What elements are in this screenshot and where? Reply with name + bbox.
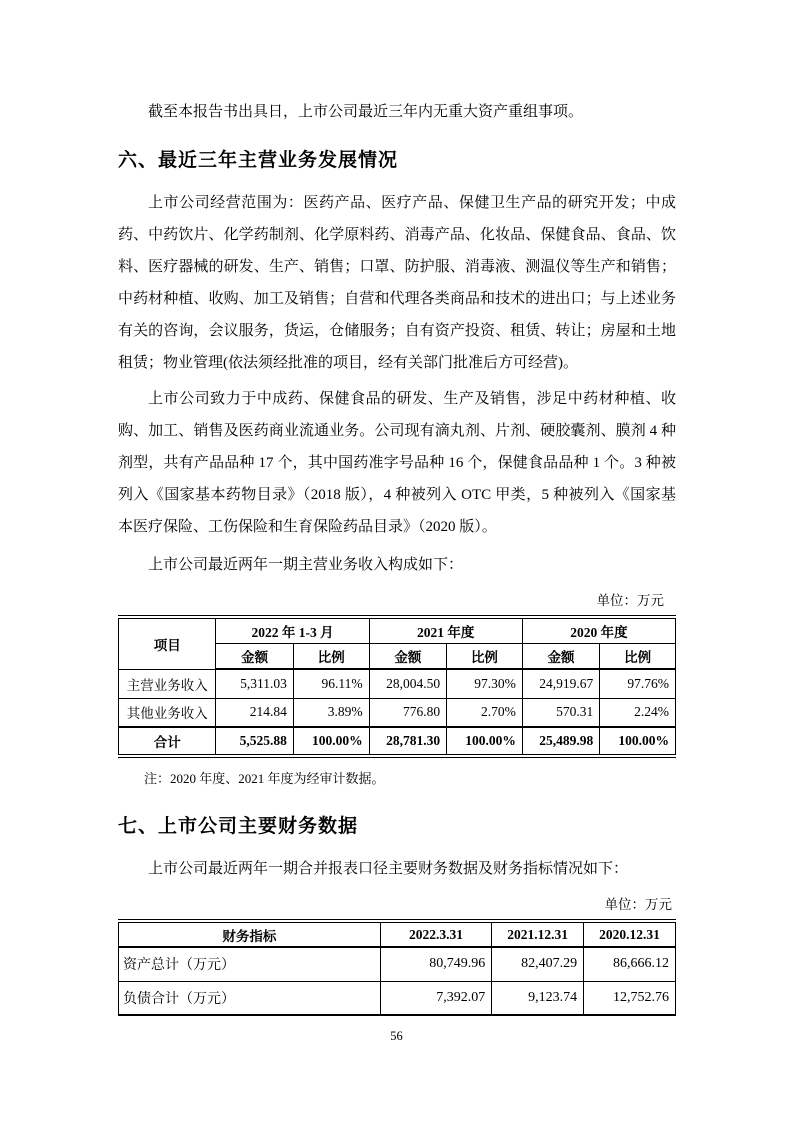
table-row <box>119 947 676 981</box>
cell-value: 12,752.76 <box>584 981 676 1015</box>
table-row <box>119 669 676 698</box>
cell-value: 80,749.96 <box>380 947 491 981</box>
section7-paragraph-1: 上市公司最近两年一期合并报表口径主要财务数据及财务指标情况如下： <box>148 861 629 877</box>
cell-value: 570.31 <box>522 698 599 727</box>
row-label: 资产总计（万元） <box>119 947 381 981</box>
section6-paragraph-3: 上市公司最近两年一期主营业务收入构成如下： <box>148 557 464 573</box>
column-header-date-2020: 2020.12.31 <box>584 921 676 947</box>
row-label: 负债合计（万元） <box>119 981 381 1015</box>
section6-heading: 六、最近三年主营业务发展情况 <box>118 150 399 171</box>
cell-value: 86,666.12 <box>584 947 676 981</box>
section6-paragraph-2: 上市公司致力于中成药、保健食品的研发、生产及销售，涉足中药材种植、收购、加工、销售及医药商业流通业务。公司现有滴丸剂、片剂、硬胶囊剂、膜剂 4 种剂型，共有产品品种 17 个，其中国药准字号品种 16 个，保健食品品种 1 个。3 种被列入《国家基本药物目录》（2018 版），4 种被列入 OTC 甲类，5 种被列入《国家基本医疗保险、工伤保险和生育保险药品目录》（2020 版）。 <box>118 391 676 535</box>
column-header-indicator: 财务指标 <box>119 921 381 947</box>
cell-value: 5,311.03 <box>216 669 293 698</box>
column-header-2022: 2022 年 1-3 月 <box>216 617 369 643</box>
cell-value: 97.76% <box>600 669 676 698</box>
table-header-row-periods <box>119 617 676 643</box>
subheader-ratio: 比例 <box>600 643 676 669</box>
row-label: 合计 <box>119 727 216 756</box>
row-label: 主营业务收入 <box>119 669 216 698</box>
cell-value: 24,919.67 <box>522 669 599 698</box>
column-header-item: 项目 <box>119 617 216 669</box>
cell-value: 9,123.74 <box>492 981 584 1015</box>
cell-value: 100.00% <box>600 727 676 756</box>
subheader-amount: 金额 <box>216 643 293 669</box>
cell-value: 97.30% <box>447 669 523 698</box>
cell-value: 100.00% <box>293 727 369 756</box>
table-row <box>119 981 676 1015</box>
unit-label-table2: 单位：万元 <box>604 897 672 912</box>
cell-value: 96.11% <box>293 669 369 698</box>
column-header-2021: 2021 年度 <box>369 617 522 643</box>
subheader-amount: 金额 <box>522 643 599 669</box>
row-label: 其他业务收入 <box>119 698 216 727</box>
unit-label-table1: 单位：万元 <box>596 593 664 608</box>
cell-value: 100.00% <box>447 727 523 756</box>
cell-value: 28,781.30 <box>369 727 446 756</box>
table-row <box>119 698 676 727</box>
column-header-2020: 2020 年度 <box>522 617 675 643</box>
cell-value: 776.80 <box>369 698 446 727</box>
cell-value: 2.24% <box>600 698 676 727</box>
revenue-composition-table <box>118 615 676 758</box>
column-header-date-2021: 2021.12.31 <box>492 921 584 947</box>
table-row-total <box>119 727 676 756</box>
subheader-ratio: 比例 <box>293 643 369 669</box>
subheader-amount: 金额 <box>369 643 446 669</box>
cell-value: 2.70% <box>447 698 523 727</box>
section6-paragraph-1: 上市公司经营范围为：医药产品、医疗产品、保健卫生产品的研究开发；中成药、中药饮片、化学药制剂、化学原料药、消毒产品、化妆品、保健食品、食品、饮料、医疗器械的研发、生产、销售；口罩、防护服、消毒液、测温仪等生产和销售；中药材种植、收购、加工及销售；自营和代理各类商品和技术的进出口；与上述业务有关的咨询，会议服务，货运，仓储服务；自有资产投资、租赁、转让；房屋和土地租赁；物业管理(依法须经批准的项目，经有关部门批准后方可经营)。 <box>118 195 676 371</box>
financial-data-table <box>118 919 676 1016</box>
cell-value: 25,489.98 <box>522 727 599 756</box>
cell-value: 28,004.50 <box>369 669 446 698</box>
intro-paragraph: 截至本报告书出具日，上市公司最近三年内无重大资产重组事项。 <box>148 104 584 120</box>
section7-heading: 七、上市公司主要财务数据 <box>118 816 359 837</box>
cell-value: 3.89% <box>293 698 369 727</box>
table-footnote: 注：2020 年度、2021 年度为经审计数据。 <box>144 771 385 786</box>
subheader-ratio: 比例 <box>447 643 523 669</box>
cell-value: 7,392.07 <box>380 981 491 1015</box>
page-number: 56 <box>390 1029 403 1043</box>
table-header-row <box>119 921 676 947</box>
cell-value: 5,525.88 <box>216 727 293 756</box>
cell-value: 214.84 <box>216 698 293 727</box>
cell-value: 82,407.29 <box>492 947 584 981</box>
column-header-date-2022: 2022.3.31 <box>380 921 491 947</box>
